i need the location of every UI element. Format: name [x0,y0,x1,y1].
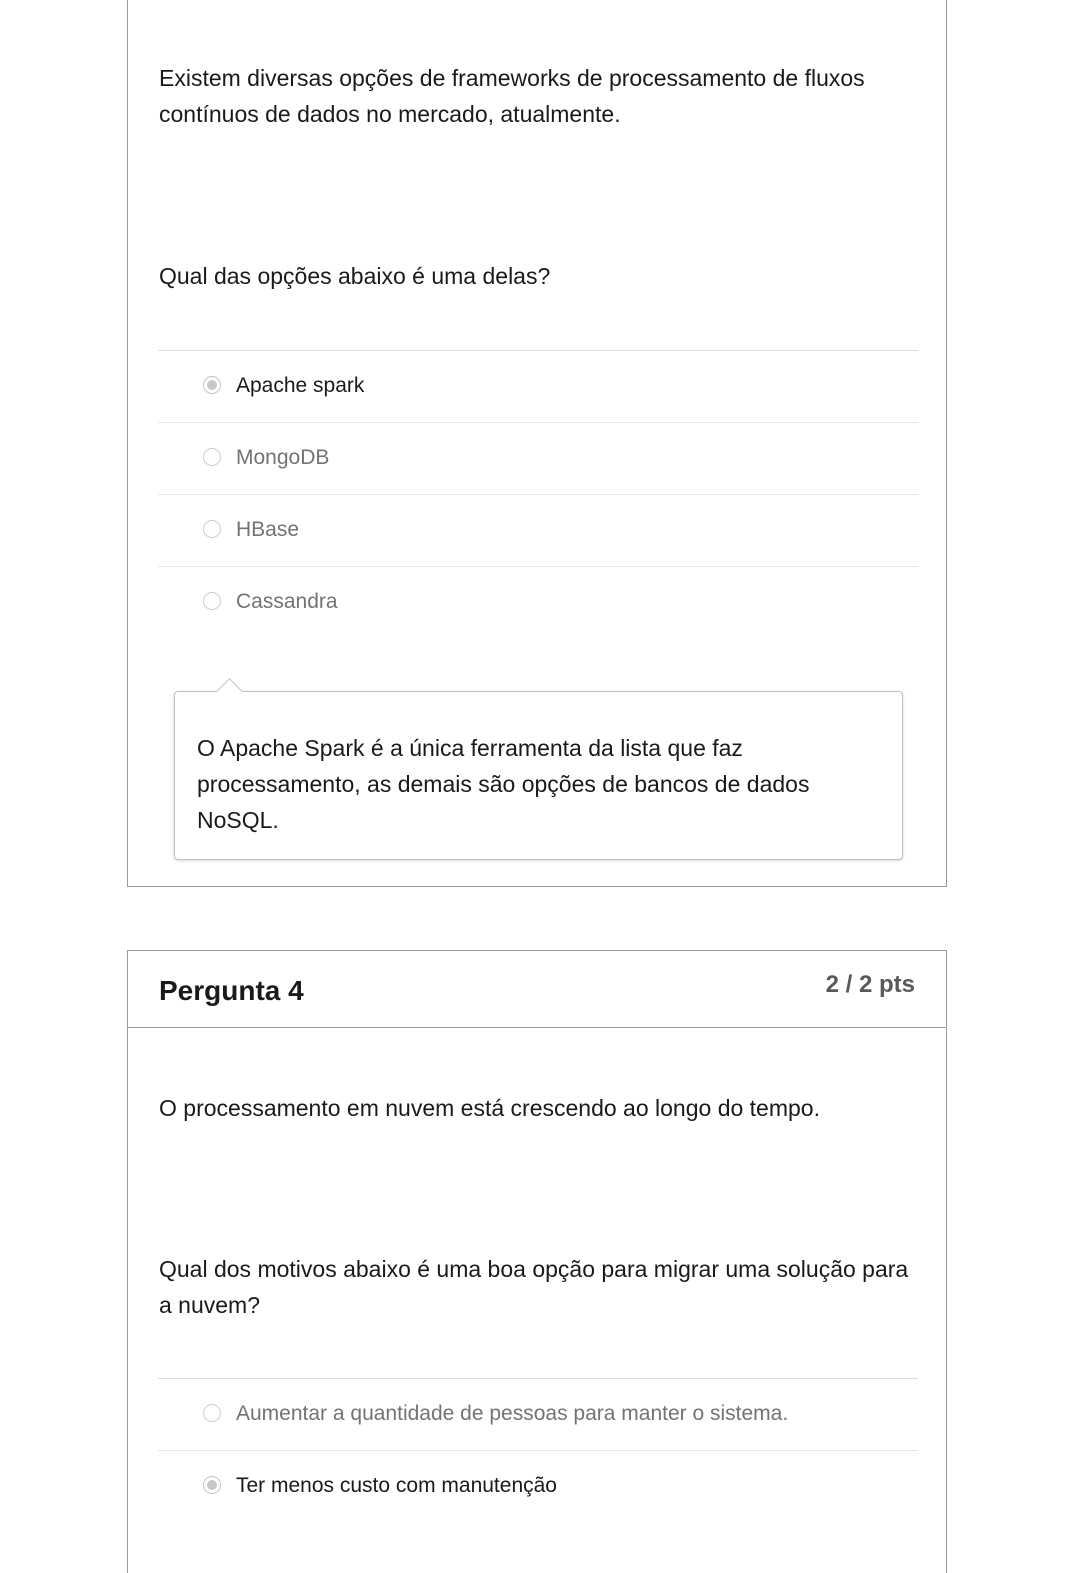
radio-empty-icon[interactable] [203,1404,221,1422]
answer-label: Aumentar a quantidade de pessoas para manter o sistema. [236,1402,789,1425]
answer-option[interactable] [158,567,918,638]
question-3-prompt: Qual das opções abaixo é uma delas? [159,263,551,289]
answer-label: Apache spark [236,374,365,397]
radio-empty-icon[interactable] [203,448,221,466]
answer-option[interactable] [158,1379,918,1451]
answer-feedback-box [174,691,903,860]
question-4-intro: O processamento em nuvem está crescendo ao longo do tempo. [159,1095,820,1121]
answer-option[interactable] [158,351,918,423]
answer-option[interactable] [158,423,918,495]
feedback-text: O Apache Spark é a única ferramenta da lista que faz processamento, as demais são opções de bancos de dados NoSQL. [197,735,810,833]
question-title: Pergunta 4 [159,975,304,1006]
question-3-answer-list [158,350,918,638]
answer-option[interactable] [158,1451,918,1522]
question-4-answer-list [158,1378,918,1522]
radio-empty-icon[interactable] [203,520,221,538]
question-4-card [127,950,947,1573]
question-3-intro: Existem diversas opções de frameworks de processamento de fluxos contínuos de dados no mercado, atualmente. [159,65,865,127]
answer-label: Cassandra [236,590,338,613]
radio-selected-icon[interactable] [203,1476,221,1494]
answer-label: HBase [236,518,300,541]
question-4-header [128,951,946,1028]
answer-label: Ter menos custo com manutenção [236,1474,557,1497]
question-points: 2 / 2 pts [825,971,915,998]
answer-option[interactable] [158,495,918,567]
question-4-prompt: Qual dos motivos abaixo é uma boa opção para migrar uma solução para a nuvem? [159,1256,909,1318]
answer-label: MongoDB [236,446,330,469]
question-3-card [127,0,947,887]
radio-selected-icon[interactable] [203,376,221,394]
radio-empty-icon[interactable] [203,592,221,610]
